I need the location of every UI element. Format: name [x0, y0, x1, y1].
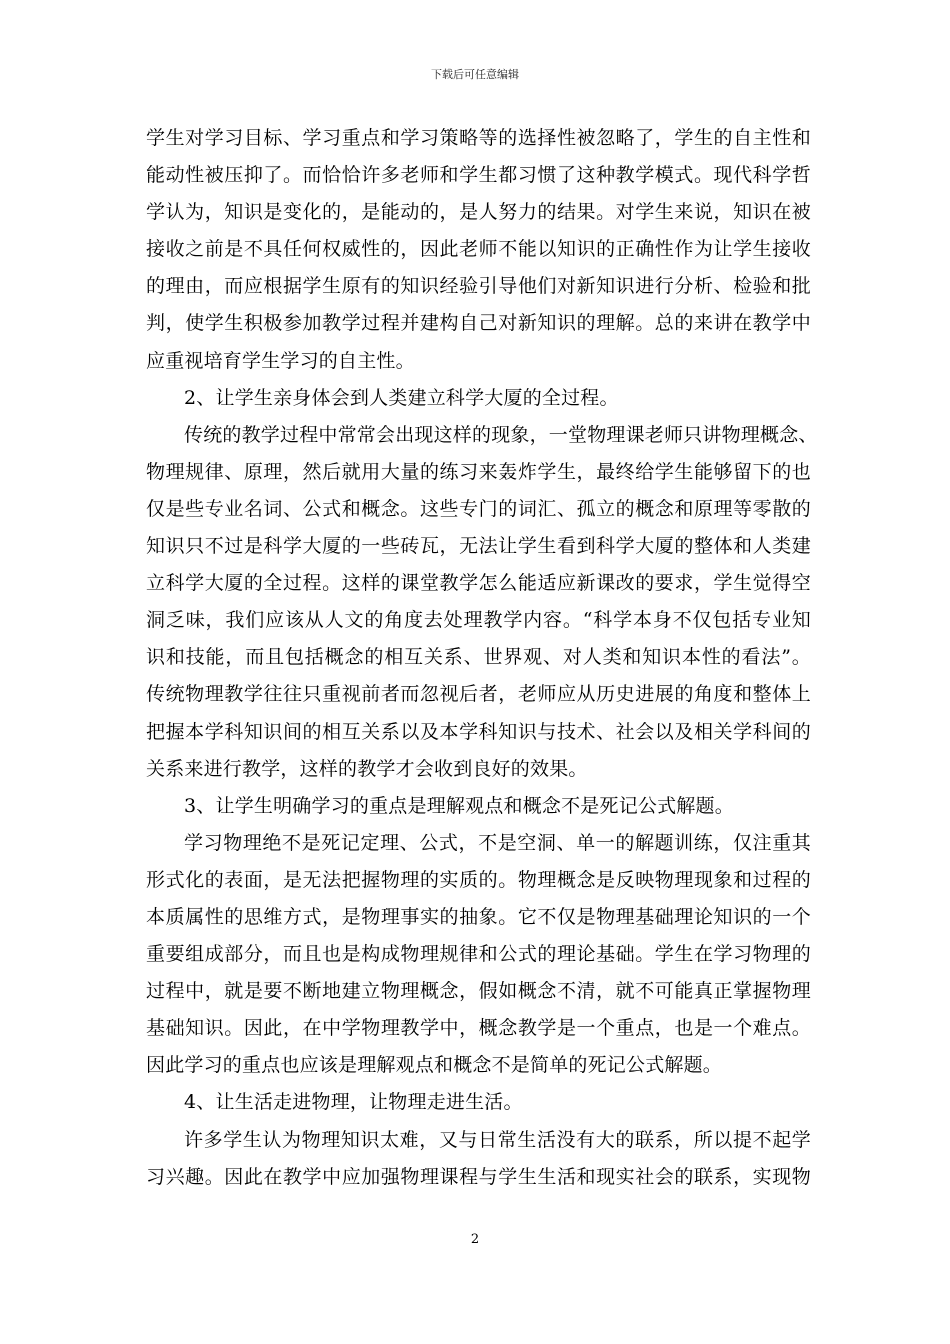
text-line: 接收之前是不具任何权威性的，因此老师不能以知识的正确性作为让学生接收: [146, 238, 811, 261]
text-line: 过程中，就是要不断地建立物理概念，假如概念不清，就不可能真正掌握物理: [146, 980, 811, 1003]
text-line: 应重视培育学生学习的自主性。: [146, 349, 415, 372]
text-line: 重要组成部分，而且也是构成物理规律和公式的理论基础。学生在学习物理的: [146, 943, 811, 966]
section-heading-2: 2、让学生亲身体会到人类建立科学大厦的全过程。: [184, 386, 619, 409]
text-line: 学认为，知识是变化的，是能动的，是人努力的结果。对学生来说，知识在被: [146, 201, 811, 224]
text-line: 学习物理绝不是死记定理、公式，不是空洞、单一的解题训练，仅注重其: [184, 831, 811, 854]
text-line: 物理规律、原理，然后就用大量的练习来轰炸学生，最终给学生能够留下的也: [146, 460, 811, 483]
text-line: 能动性被压抑了。而恰恰许多老师和学生都习惯了这种教学模式。现代科学哲: [146, 164, 811, 187]
section-heading-3: 3、让学生明确学习的重点是理解观点和概念不是死记公式解题。: [184, 794, 734, 817]
page-header-note: 下载后可任意编辑: [431, 68, 519, 81]
text-line: 洞乏味，我们应该从人文的角度去处理教学内容。“科学本身不仅包括专业知: [146, 609, 811, 632]
text-line: 立科学大厦的全过程。这样的课堂教学怎么能适应新课改的要求，学生觉得空: [146, 572, 811, 595]
text-line: 的理由，而应根据学生原有的知识经验引导他们对新知识进行分析、检验和批: [146, 275, 811, 298]
text-line: 关系来进行教学，这样的教学才会收到良好的效果。: [146, 757, 588, 780]
section-heading-4: 4、让生活走进物理，让物理走进生活。: [184, 1091, 523, 1114]
text-line: 许多学生认为物理知识太难，又与日常生活没有大的联系，所以提不起学: [184, 1128, 811, 1151]
text-line: 因此学习的重点也应该是理解观点和概念不是简单的死记公式解题。: [146, 1054, 723, 1077]
text-line: 学生对学习目标、学习重点和学习策略等的选择性被忽略了，学生的自主性和: [146, 127, 811, 149]
text-line: 传统物理教学往往只重视前者而忽视后者，老师应从历史进展的角度和整体上: [146, 683, 811, 706]
text-line: 识和技能，而且包括概念的相互关系、世界观、对人类和知识本性的看法”。: [146, 646, 811, 669]
document-body: [146, 120, 818, 1196]
text-line: 本质属性的思维方式，是物理事实的抽象。它不仅是物理基础理论知识的一个: [146, 905, 811, 928]
text-line: 传统的教学过程中常常会出现这样的现象，一堂物理课老师只讲物理概念、: [184, 423, 818, 446]
text-line: 基础知识。因此，在中学物理教学中，概念教学是一个重点，也是一个难点。: [146, 1017, 811, 1040]
text-line: 把握本学科知识间的相互关系以及本学科知识与技术、社会以及相关学科间的: [146, 720, 811, 743]
text-line: 仅是些专业名词、公式和概念。这些专门的词汇、孤立的概念和原理等零散的: [146, 497, 811, 520]
page-number: 2: [470, 1232, 480, 1247]
text-line: 习兴趣。因此在教学中应加强物理课程与学生生活和现实社会的联系，实现物: [146, 1165, 811, 1188]
text-line: 判，使学生积极参加教学过程并建构自己对新知识的理解。总的来讲在教学中: [146, 312, 811, 335]
text-line: 知识只不过是科学大厦的一些砖瓦，无法让学生看到科学大厦的整体和人类建: [146, 535, 811, 558]
text-line: 形式化的表面，是无法把握物理的实质的。物理概念是反映物理现象和过程的: [146, 868, 811, 891]
